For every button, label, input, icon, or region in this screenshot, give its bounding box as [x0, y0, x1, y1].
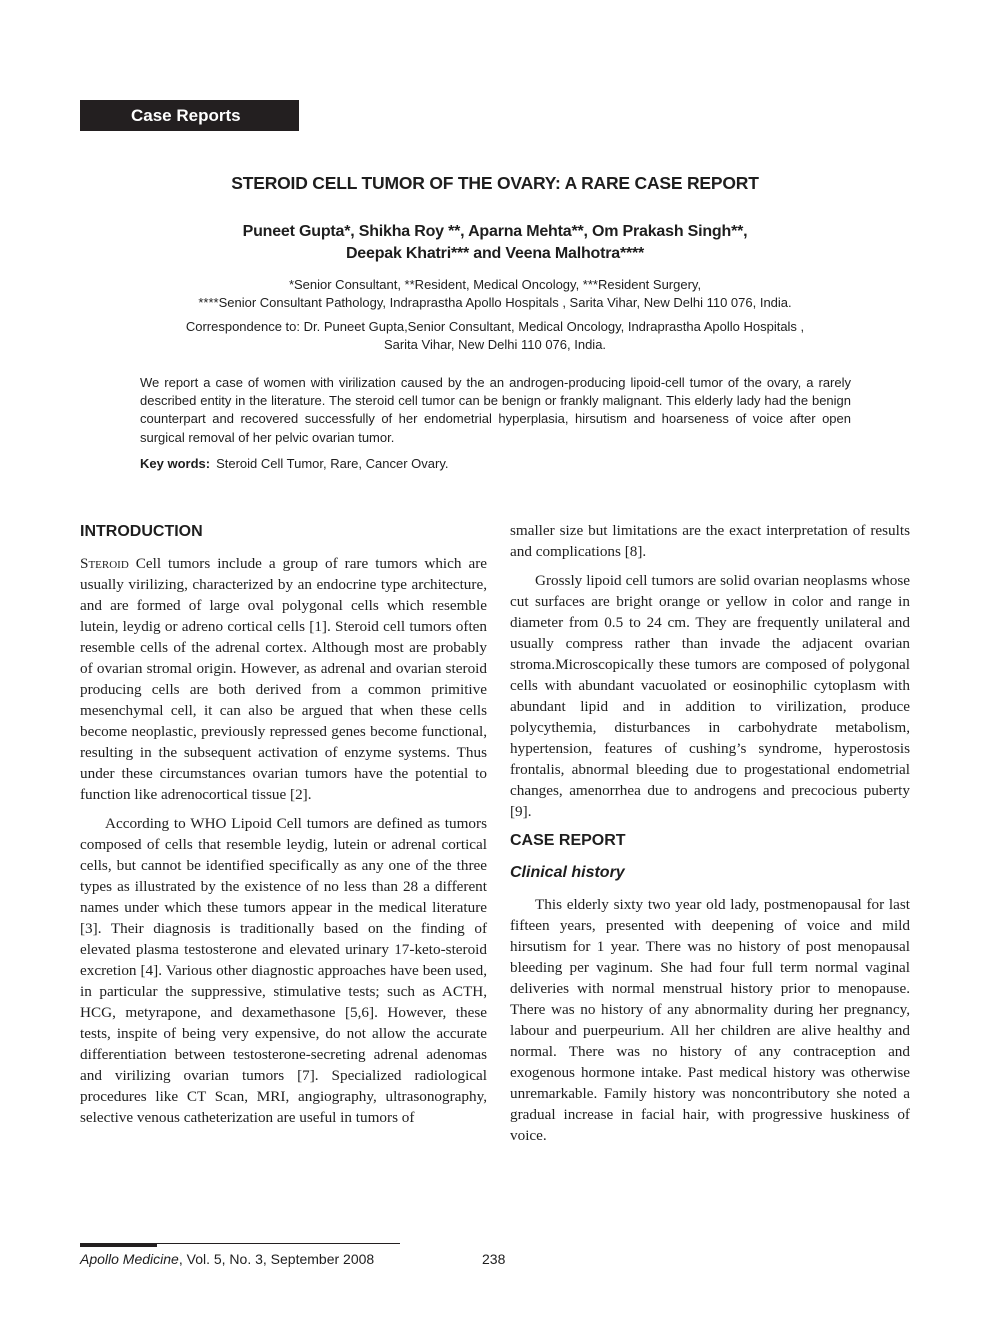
journal-details: , Vol. 5, No. 3, September 2008	[178, 1251, 375, 1267]
introduction-paragraph-1	[80, 553, 487, 805]
correspondence-line-2: Sarita Vihar, New Delhi 110 076, India.	[383, 337, 607, 352]
authors-line-1: Puneet Gupta*, Shikha Roy **, Aparna Mehta**, Om Prakash Singh**,	[242, 223, 748, 240]
journal-name: Apollo Medicine	[80, 1251, 179, 1267]
affiliation-line-1: *Senior Consultant, **Resident, Medical Oncology, ***Resident Surgery,	[288, 277, 702, 292]
keywords-text: Steroid Cell Tumor, Rare, Cancer Ovary.	[216, 456, 449, 471]
clinical-history-paragraph: This elderly sixty two year old lady, postmenopausal for last fifteen years, presented with deepening of voice and mild hirsutism for 1 year. There was no history of post menopausal bleeding per vaginum. She had four full term normal vaginal deliveries with normal menstrual history prior to menopause. There was no history of any abnormality during her pregnancy, labour and puerpeurium. All her children are alive healthy and normal. There was no history of any contraception and exogenous hormone intake. Past medical history was otherwise unremarkable. Family history was noncontributory she noted a gradual increase in facial hair, with progressive huskiness of voice.	[510, 896, 910, 1144]
authors	[80, 221, 910, 265]
right-column	[510, 520, 910, 1154]
keywords-label: Key words:	[140, 456, 211, 471]
continued-paragraph: smaller size but limitations are the exact interpretation of results and complications [8].	[510, 522, 910, 560]
correspondence	[80, 318, 910, 354]
section-tag: Case Reports	[80, 100, 299, 131]
keywords	[140, 456, 448, 471]
affiliations	[80, 276, 910, 311]
affiliation-line-2: ****Senior Consultant Pathology, Indraprastha Apollo Hospitals , Sarita Vihar, New Delhi 110 076, India.	[198, 294, 792, 310]
gross-pathology-paragraph: Grossly lipoid cell tumors are solid ovarian neoplasms whose cut surfaces are bright orange or yellow in color and range in diameter from 0.5 to 24 cm. They are frequently unilateral and usually compress rather than invade the adjacent ovarian stroma.Microscopically these tumors are composed of polygonal cells with abundant vacuolated or eosinophilic cytoplasm with abundant lipid and in addition to virilization, produce polycythemia, disturbances in carbohydrate metabolism, hypertension, features of cushing’s syndrome, hyperostosis frontalis, abnormal bleeding due to progestational endometrial changes, amenorrhea due to androgens and precocious puberty [9].	[510, 572, 910, 820]
correspondence-line-1: Correspondence to: Dr. Puneet Gupta,Senior Consultant, Medical Oncology, Indraprastha Apollo Hospitals ,	[185, 319, 805, 334]
page-number: 238	[482, 1251, 506, 1267]
introduction-paragraph-2: According to WHO Lipoid Cell tumors are defined as tumors composed of cells that resemble leydig, lutein or adrenal cortical cells, but cannot be identified specifically as any one of the three types as illustrated by the existence of no less than 28 a different names under which these tumors appear in the medical literature [3]. Their diagnosis is traditionally based on the finding of elevated plasma testosterone and elevated urinary 17-keto-steroid excretion [4]. Various other diagnostic approaches have been used, in particular the suppressive, stimulative tests; such as ACTH, HCG, metyrapone, and dexamethasone [5,6]. However, these tests, inspite of being very expensive, do not allow the accurate differentiation between testosterone-secreting adrenal adenomas and virilizing ovarian tumors [7]. Specialized radiological procedures like CT Scan, MRI, angiography, ultrasonography, selective venous catheterization are useful in tumors of	[80, 815, 487, 1126]
footer-accent-bar	[80, 1243, 157, 1247]
left-column	[80, 520, 487, 1136]
authors-line-2: Deepak Khatri*** and Veena Malhotra****	[345, 245, 645, 262]
clinical-history-heading: Clinical history	[510, 864, 625, 881]
case-report-heading: CASE REPORT	[510, 832, 626, 849]
article-title: STEROID CELL TUMOR OF THE OVARY: A RARE CASE REPORT	[231, 173, 759, 193]
introduction-paragraph-1-text: Cell tumors include a group of rare tumors which are usually virilizing, characterized by an endocrine type architecture, and are formed of large oval polygonal cells which resemble lutein, leydig or adreno cortical cells [1]. Steroid cell tumors often resemble cells of the adrenal cortex. Although most are probably of ovarian stromal origin. However, as adrenal and ovarian steroid producing cells are both derived from a common primitive mesenchymal cell, it can also be argued that when these cells become neoplastic, previously repressed genes become functional, resulting in the subsequent activation of enzyme systems. Thus under these circumstances ovarian tumors have the potential to function like adrenocortical tissue [2].	[80, 555, 487, 803]
drop-word: Steroid	[80, 555, 129, 572]
abstract: We report a case of women with virilization caused by the an androgen-producing lipoid-cell tumor of the ovary, a rarely described entity in the literature. The steroid cell tumor can be benign or frankly malignant. This elderly lady had the benign counterpart and recovered successfully of her endometrial hyperplasia, hirsutism and hoarseness of voice after open surgical removal of her pelvic ovarian tumor.	[140, 375, 851, 445]
footer-citation	[80, 1251, 374, 1267]
introduction-heading: INTRODUCTION	[80, 523, 203, 540]
